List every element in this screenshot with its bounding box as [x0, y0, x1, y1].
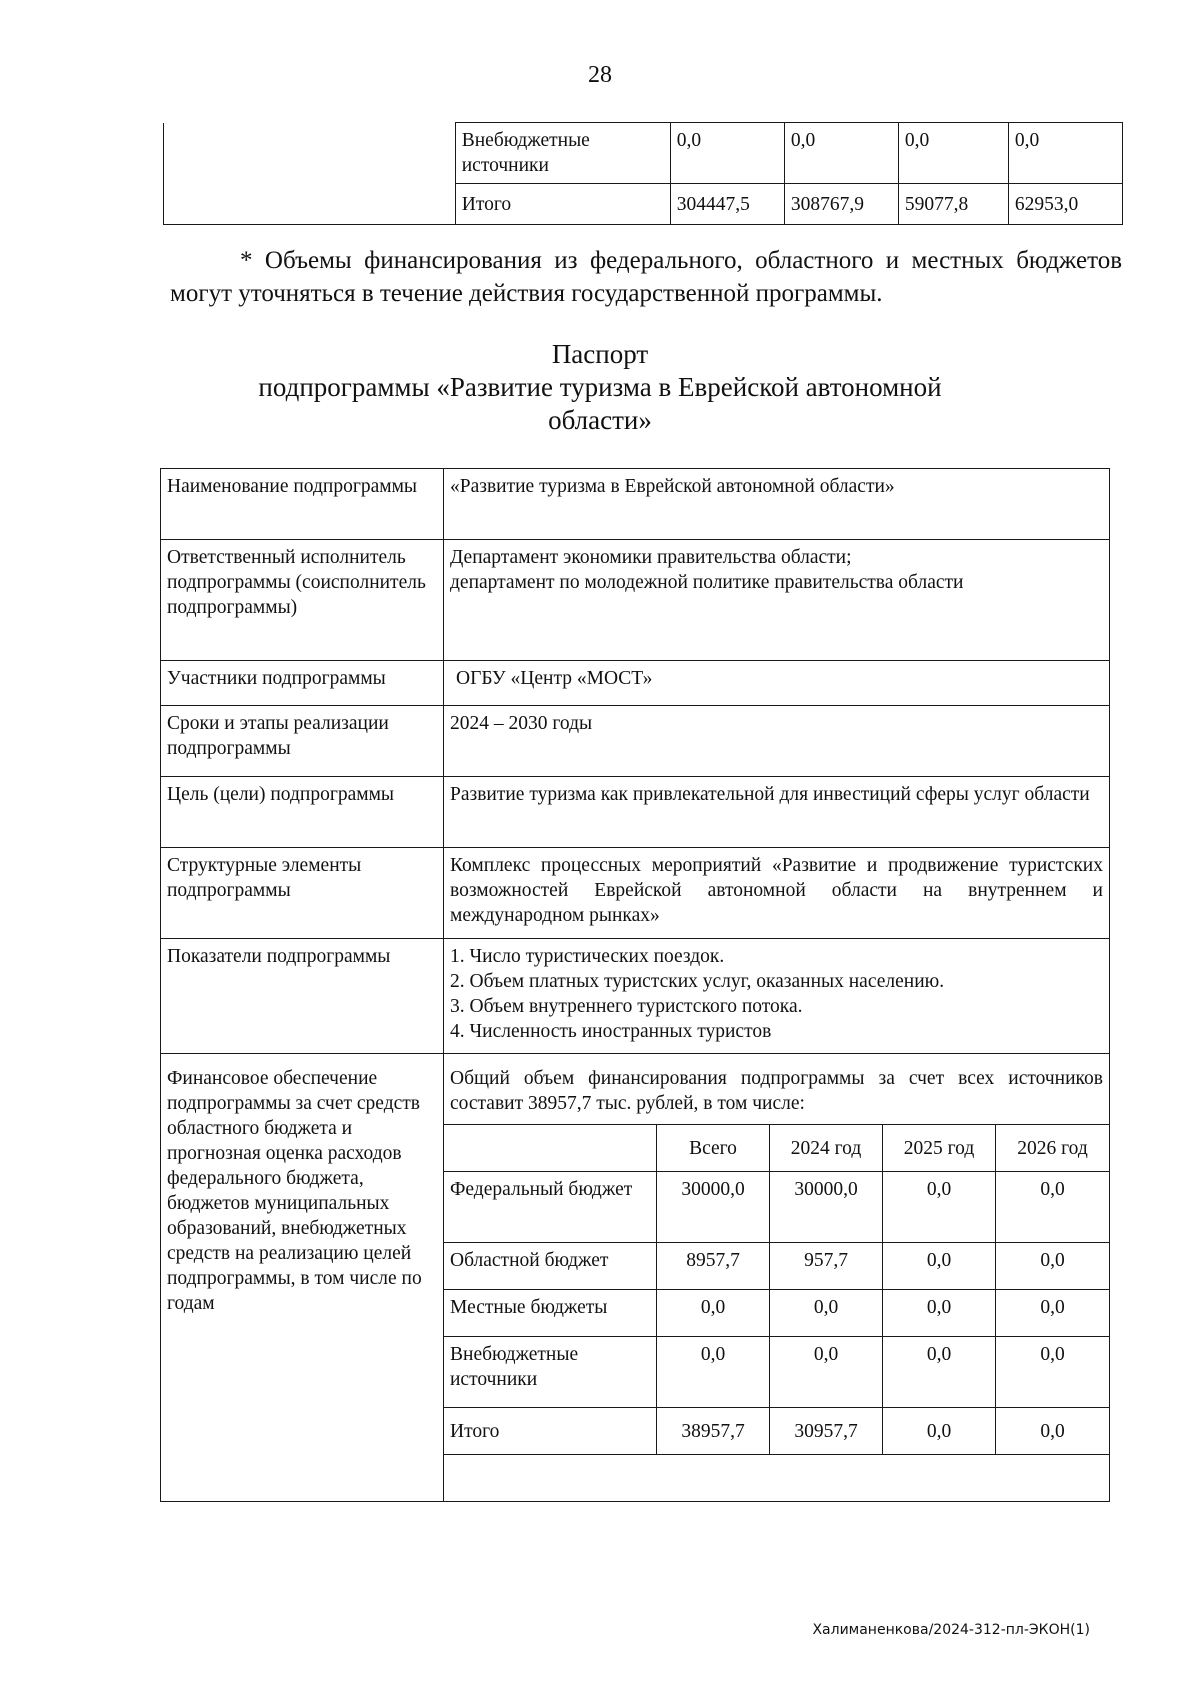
value-cell: 0,0 [883, 1290, 996, 1337]
finance-table [444, 1124, 1109, 1455]
indicator-item: 2. Объем платных туристских услуг, оказанных населению. [450, 971, 945, 992]
value-cell: 0,0 [996, 1408, 1110, 1455]
table-row [444, 1290, 1109, 1337]
value-cell: 62953,0 [1008, 184, 1122, 225]
row-label: Федеральный бюджет [444, 1172, 657, 1243]
executor-line: Департамент экономики правительства области; [450, 547, 852, 568]
value-cell: 30000,0 [770, 1172, 883, 1243]
value-cell: 0,0 [1008, 123, 1122, 184]
row-label: Сроки и этапы реализации подпрограммы [161, 706, 444, 777]
finance-spacer [444, 1455, 1109, 1501]
value-cell: 0,0 [657, 1290, 770, 1337]
row-value: ОГБУ «Центр «МОСТ» [444, 661, 1110, 706]
column-header: 2026 год [996, 1125, 1110, 1172]
row-label: Итого [455, 184, 670, 225]
column-header [444, 1125, 657, 1172]
page-number: 28 [588, 62, 612, 88]
finance-header-row [444, 1125, 1109, 1172]
row-label: Наименование подпрограммы [161, 469, 444, 540]
financing-note [170, 244, 1122, 310]
value-cell: 0,0 [996, 1290, 1110, 1337]
value-cell: 0,0 [670, 123, 784, 184]
row-label: Структурные элементы подпрограммы [161, 848, 444, 939]
value-cell: 0,0 [883, 1172, 996, 1243]
value-cell: 30000,0 [657, 1172, 770, 1243]
value-cell: 0,0 [883, 1337, 996, 1408]
row-value: Развитие туризма как привлекательной для инвестиций сферы услуг области [444, 777, 1110, 848]
empty-cell [164, 123, 456, 225]
column-header: Всего [657, 1125, 770, 1172]
table-row [161, 939, 1110, 1054]
passport-subtitle-line: области» [548, 405, 652, 435]
table-row [444, 1337, 1109, 1408]
table-row [444, 1408, 1109, 1455]
value-cell: 38957,7 [657, 1408, 770, 1455]
passport-subtitle: подпрограммы «Развитие туризма в Еврейской автономной [258, 372, 942, 402]
column-header: 2025 год [883, 1125, 996, 1172]
value-cell: 0,0 [996, 1337, 1110, 1408]
value-cell: 957,7 [770, 1243, 883, 1290]
row-label: Ответственный исполнитель подпрограммы (соисполнитель подпрограммы) [161, 540, 444, 661]
row-value: Комплекс процессных мероприятий «Развитие и продвижение туристских возможностей Еврейской автономной области на внутреннем и международном рынках» [444, 848, 1110, 939]
indicator-item: 3. Объем внутреннего туристского потока. [450, 996, 803, 1017]
table-row [161, 469, 1110, 540]
value-cell: 0,0 [770, 1290, 883, 1337]
document-code: Халиманенкова/2024-312-пл-ЭКОН(1) [812, 1622, 1090, 1638]
value-cell: 0,0 [883, 1408, 996, 1455]
table-row [161, 540, 1110, 661]
value-cell: 304447,5 [670, 184, 784, 225]
top-budget-table [163, 122, 1123, 225]
value-cell: 0,0 [883, 1243, 996, 1290]
table-row [161, 1054, 1110, 1502]
row-label: Участники подпрограммы [161, 661, 444, 706]
table-row [444, 1172, 1109, 1243]
value-cell: 0,0 [657, 1337, 770, 1408]
row-value [444, 939, 1110, 1054]
row-value: 2024 – 2030 годы [444, 706, 1110, 777]
column-header: 2024 год [770, 1125, 883, 1172]
table-row [161, 706, 1110, 777]
value-cell: 8957,7 [657, 1243, 770, 1290]
financing-note-text: * Объемы финансирования из федерального, областного и местных бюджетов могут уточняться в течение действия государственной программы. [170, 247, 1122, 307]
value-cell: 0,0 [996, 1172, 1110, 1243]
passport-table [160, 468, 1110, 1502]
row-label: Цель (цели) подпрограммы [161, 777, 444, 848]
passport-title: Паспорт [551, 339, 649, 369]
table-row [161, 661, 1110, 706]
value-cell: 30957,7 [770, 1408, 883, 1455]
value-cell: 0,0 [784, 123, 898, 184]
row-value: «Развитие туризма в Еврейской автономной области» [444, 469, 1110, 540]
row-label: Областной бюджет [444, 1243, 657, 1290]
executor-line: департамент по молодежной политике правительства области [450, 572, 964, 593]
value-cell: 0,0 [996, 1243, 1110, 1290]
row-label: Показатели подпрограммы [161, 939, 444, 1054]
row-label: Финансовое обеспечение подпрограммы за счет средств областного бюджета и прогнозная оценка расходов федерального бюджета, бюджетов муниципальных образований, внебюджетных средств на реализацию целей подпрограммы, в том числе по годам [161, 1054, 444, 1502]
value-cell: 59077,8 [898, 184, 1008, 225]
table-row [444, 1243, 1109, 1290]
finance-cell [444, 1054, 1110, 1502]
indicator-item: 1. Число туристических поездок. [450, 946, 725, 967]
row-label: Внебюджетные источники [444, 1337, 657, 1408]
table-row [161, 777, 1110, 848]
value-cell: 0,0 [770, 1337, 883, 1408]
row-label: Местные бюджеты [444, 1290, 657, 1337]
row-label: Внебюджетные источники [455, 123, 670, 184]
indicator-item: 4. Численность иностранных туристов [450, 1021, 772, 1042]
finance-intro: Общий объем финансирования подпрограммы за счет всех источников составит 38957,7 тыс. рублей, в том числе: [450, 1068, 1103, 1114]
value-cell: 308767,9 [784, 184, 898, 225]
row-value [444, 540, 1110, 661]
value-cell: 0,0 [898, 123, 1008, 184]
table-row [164, 123, 1123, 184]
row-label: Итого [444, 1408, 657, 1455]
table-row [161, 848, 1110, 939]
